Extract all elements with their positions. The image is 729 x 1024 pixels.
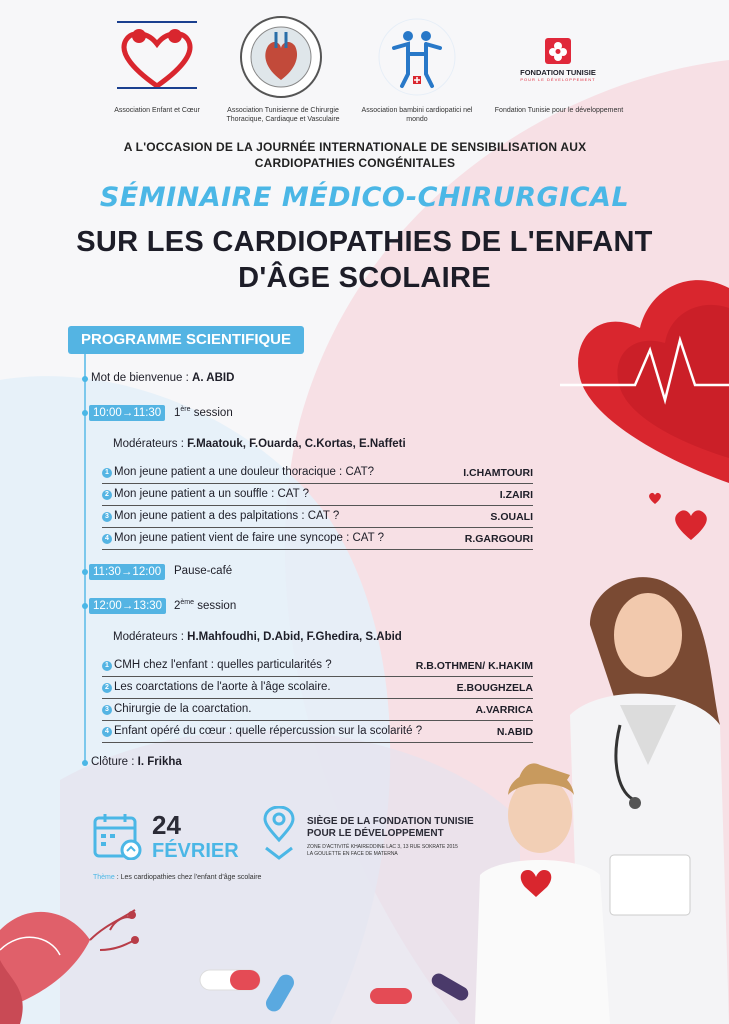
talk-row [102,531,533,550]
talk-title: Les coarctations de l'aorte à l'âge scolaire. [114,681,331,693]
talk-row [102,680,533,699]
timeline-dot [82,569,88,575]
talk-title: Mon jeune patient vient de faire une syncope : CAT ? [114,532,384,544]
talk-number: 3 [102,705,112,715]
calendar-icon [93,812,143,860]
theme-line [93,874,261,881]
talk-number: 4 [102,727,112,737]
session1-title [174,406,233,419]
pause-label: Pause-café [174,565,233,577]
logo-caption-4: Fondation Tunisie pour le développement [494,107,624,114]
talk-speaker: R.GARGOURI [464,533,533,545]
logo-atcctv [238,14,324,100]
venue-line2: POUR LE DÉVELOPPEMENT [307,828,444,839]
venue-address1: ZONE D'ACTIVITÉ KHAIREDDINE LAC 3, 13 RUE SOKRATE 2015 [307,844,458,850]
session2-title [174,599,236,612]
timeline-dot [82,760,88,766]
talk-row [102,509,533,528]
talk-number: 4 [102,534,112,544]
talk-title: Chirurgie de la coarctation. [114,703,252,715]
theme-text: : Les cardiopathies chez l'enfant d'âge scolaire [114,874,262,881]
talk-speaker: R.B.OTHMEN/ K.HAKIM [415,660,533,672]
welcome-speaker: A. ABID [192,372,235,384]
medium-heart-icon [672,508,710,540]
title-line-2: SUR LES CARDIOPATHIES DE L'ENFANT [76,226,653,258]
date-month: FÉVRIER [152,840,239,862]
timeline-dot [82,376,88,382]
programme-label: PROGRAMME SCIENTIFIQUE [68,326,304,354]
doctor-and-child-illustration [470,565,729,1024]
venue-address2: LA GOULETTE EN FACE DE MATERNA [307,851,398,857]
talk-number: 1 [102,468,112,478]
talk-number: 2 [102,490,112,500]
talk-row [102,487,533,506]
small-heart-icon [648,492,662,504]
theme-label: Thème [93,874,115,881]
session2-time: 12:00→13:30 [89,598,166,614]
moderators-names: H.Mahfoudhi, D.Abid, F.Ghedira, S.Abid [187,631,402,643]
logo-caption-1: Association Enfant et Cœur [114,107,200,114]
pulse-icon [560,330,729,410]
date-day: 24 [152,810,181,840]
fondation-wordmark: FONDATION TUNISIE [520,68,596,77]
pause-time: 11:30→12:00 [89,564,165,580]
talk-row [102,658,533,677]
venue-line1: SIÈGE DE LA FONDATION TUNISIE [307,816,474,827]
talk-number: 3 [102,512,112,522]
leaf-decoration [0,890,140,1024]
talk-speaker: I.CHAMTOURI [463,467,533,479]
talk-title: CMH chez l'enfant : quelles particularités ? [114,659,332,671]
closing-label: Clôture : [91,756,138,768]
timeline-dot [82,603,88,609]
logo-caption-2: Association Tunisienne de Chirurgie Thoracique, Cardiaque et Vasculaire [226,107,340,123]
moderators-label: Modérateurs : [113,631,188,643]
intro-text: A L'OCCASION DE LA JOURNÉE INTERNATIONALE DE SENSIBILISATION AUX CARDIOPATHIES CONGÉNITALES [123,140,587,170]
talk-title: Mon jeune patient a une douleur thoracique : CAT? [114,466,374,478]
talk-number: 1 [102,661,112,671]
timeline-dot [82,410,88,416]
moderators-names: F.Maatouk, F.Ouarda, C.Kortas, E.Naffeti [187,438,406,450]
closing-speaker: I. Frikha [137,756,182,768]
logo-bambini-cardiopatici [374,14,460,100]
welcome-label: Mot de bienvenue : [91,372,193,384]
talk-title: Mon jeune patient a des palpitations : CAT ? [114,510,340,522]
session2-ordinal: 2 [174,599,181,612]
fondation-wordmark-sub: POUR LE DÉVELOPPEMENT [520,77,596,82]
talk-row [102,702,533,721]
talk-speaker: A.VARRICA [475,704,533,716]
pills-decoration [190,960,490,1024]
session1-ordinal-sup: ère [180,406,191,413]
session1-ordinal: 1 [174,406,181,419]
talk-speaker: S.OUALI [490,511,533,523]
session1-label: session [190,406,233,419]
session1-moderators [113,438,406,450]
logo-caption-3: Association bambini cardiopatici nel mondo [361,107,473,123]
session2-label: session [194,599,237,612]
session2-ordinal-sup: ème [180,599,195,606]
welcome-item [91,372,234,384]
moderators-label: Modérateurs : [113,438,188,450]
talk-row [102,465,533,484]
logo-fondation-tunisie [512,38,604,88]
talk-speaker: E.BOUGHZELA [456,682,533,694]
talk-number: 2 [102,683,112,693]
session1-time: 10:00→11:30 [89,405,165,421]
seminar-title: SÉMINAIRE MÉDICO-CHIRURGICAL [99,182,630,213]
talk-row [102,724,533,743]
talk-speaker: N.ABID [496,726,533,738]
talk-title: Mon jeune patient a un souffle : CAT ? [114,488,309,500]
title-line-3: D'ÂGE SCOLAIRE [238,262,491,294]
talk-speaker: I.ZAIRI [499,489,533,501]
closing-item [91,756,182,768]
talk-title: Enfant opéré du cœur : quelle répercussion sur la scolarité ? [114,725,423,737]
logo-enfant-et-coeur [112,20,202,90]
location-pin-icon [262,806,296,860]
session2-moderators [113,631,402,643]
